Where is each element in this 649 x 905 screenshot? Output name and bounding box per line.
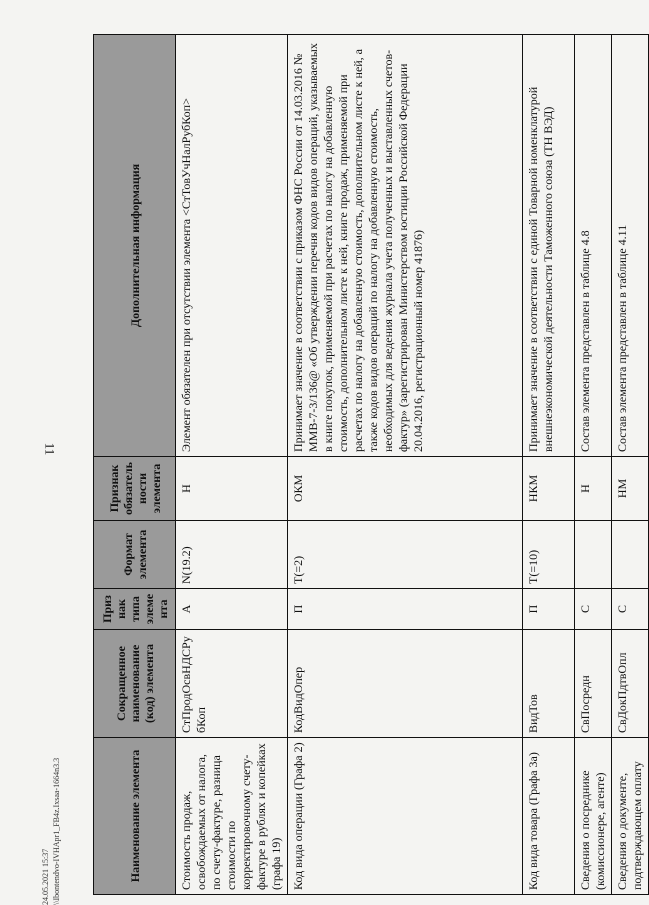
cell-code: КодВидОпер — [288, 630, 523, 738]
cell-format: N(19.2) — [176, 521, 288, 589]
cell-required: НМ — [612, 457, 649, 521]
page-number: 11 — [42, 442, 58, 456]
cell-code: СвДокПдтвОпл — [612, 630, 649, 738]
cell-required: Н — [575, 457, 612, 521]
cell-name: Сведения о посреднике (комиссионере, агенте) — [575, 738, 612, 895]
table-row — [288, 35, 523, 895]
header-name: Наименование элемента — [94, 738, 176, 895]
cell-code: ВидТов — [523, 630, 575, 738]
cell-type: П — [523, 589, 575, 630]
cell-code: СвПосредн — [575, 630, 612, 738]
rotated-table-container — [93, 35, 644, 895]
print-path: \\Ibontendvo-IVHApr1_FB4z.Ixsaa-1664n3.3 — [52, 757, 61, 905]
cell-info: Принимает значение в соответствии с приказом ФНС России от 14.03.2016 № ММВ-7-3/136@ «Об утверждении перечня кодов видов операций, указываемых в книге покупок, применяемой при расчетах по налогу на добавленную стоимость, дополнительном листе к ней, книге продаж, применяемой при расчетах по налогу на добавленную стоимость, дополнительном листе к ней, а также кодов видов операций по налогу на добавленную стоимость, необходимых для ведения журнала учета полученных и выставленных счетов-фактур» (зарегистрирован Министерством юстиции Российской Федерации 20.04.2016, регистрационный номер 41876) — [288, 35, 523, 457]
cell-format: T(=2) — [288, 521, 523, 589]
cell-type: А — [176, 589, 288, 630]
header-code: Сокращенное наименование (код) элемента — [94, 630, 176, 738]
table-row — [612, 35, 649, 895]
header-info: Дополнительная информация — [94, 35, 176, 457]
cell-required: Н — [176, 457, 288, 521]
cell-code: СтПродОсвНДСРубКоп — [176, 630, 288, 738]
header-required: Признак обязательности элемента — [94, 457, 176, 521]
cell-info: Состав элемента представлен в таблице 4.11 — [612, 35, 649, 457]
header-format: Формат элемента — [94, 521, 176, 589]
cell-info: Элемент обязателен при отсутствии элемента <СтТовУчНалРубКоп> — [176, 35, 288, 457]
cell-required: НКМ — [523, 457, 575, 521]
cell-info: Состав элемента представлен в таблице 4.8 — [575, 35, 612, 457]
table-header-row — [94, 35, 176, 895]
table-row — [176, 35, 288, 895]
cell-type: С — [612, 589, 649, 630]
cell-type: С — [575, 589, 612, 630]
cell-required: ОКМ — [288, 457, 523, 521]
cell-format — [575, 521, 612, 589]
print-stamp — [40, 695, 80, 905]
cell-format: T(=10) — [523, 521, 575, 589]
print-timestamp: 24.05.2021 15:37 — [41, 848, 50, 905]
cell-name: Сведения о документе, подтверждающем оплату — [612, 738, 649, 895]
table-row — [575, 35, 612, 895]
cell-name: Код вида операции (Графа 2) — [288, 738, 523, 895]
elements-table — [93, 34, 649, 895]
cell-name: Стоимость продаж, освобождаемых от налога, по счету-фактуре, разница стоимости по корректировочному счету-фактуре в рублях и копейках (графа 19) — [176, 738, 288, 895]
cell-type: П — [288, 589, 523, 630]
table-row — [523, 35, 575, 895]
cell-format — [612, 521, 649, 589]
header-type: Признак типа элемента — [94, 589, 176, 630]
cell-info: Принимает значение в соответствии с единой Товарной номенклатурой внешнеэкономической деятельности Таможенного союза (ТН ВЭД) — [523, 35, 575, 457]
cell-name: Код вида товара (Графа 3а) — [523, 738, 575, 895]
